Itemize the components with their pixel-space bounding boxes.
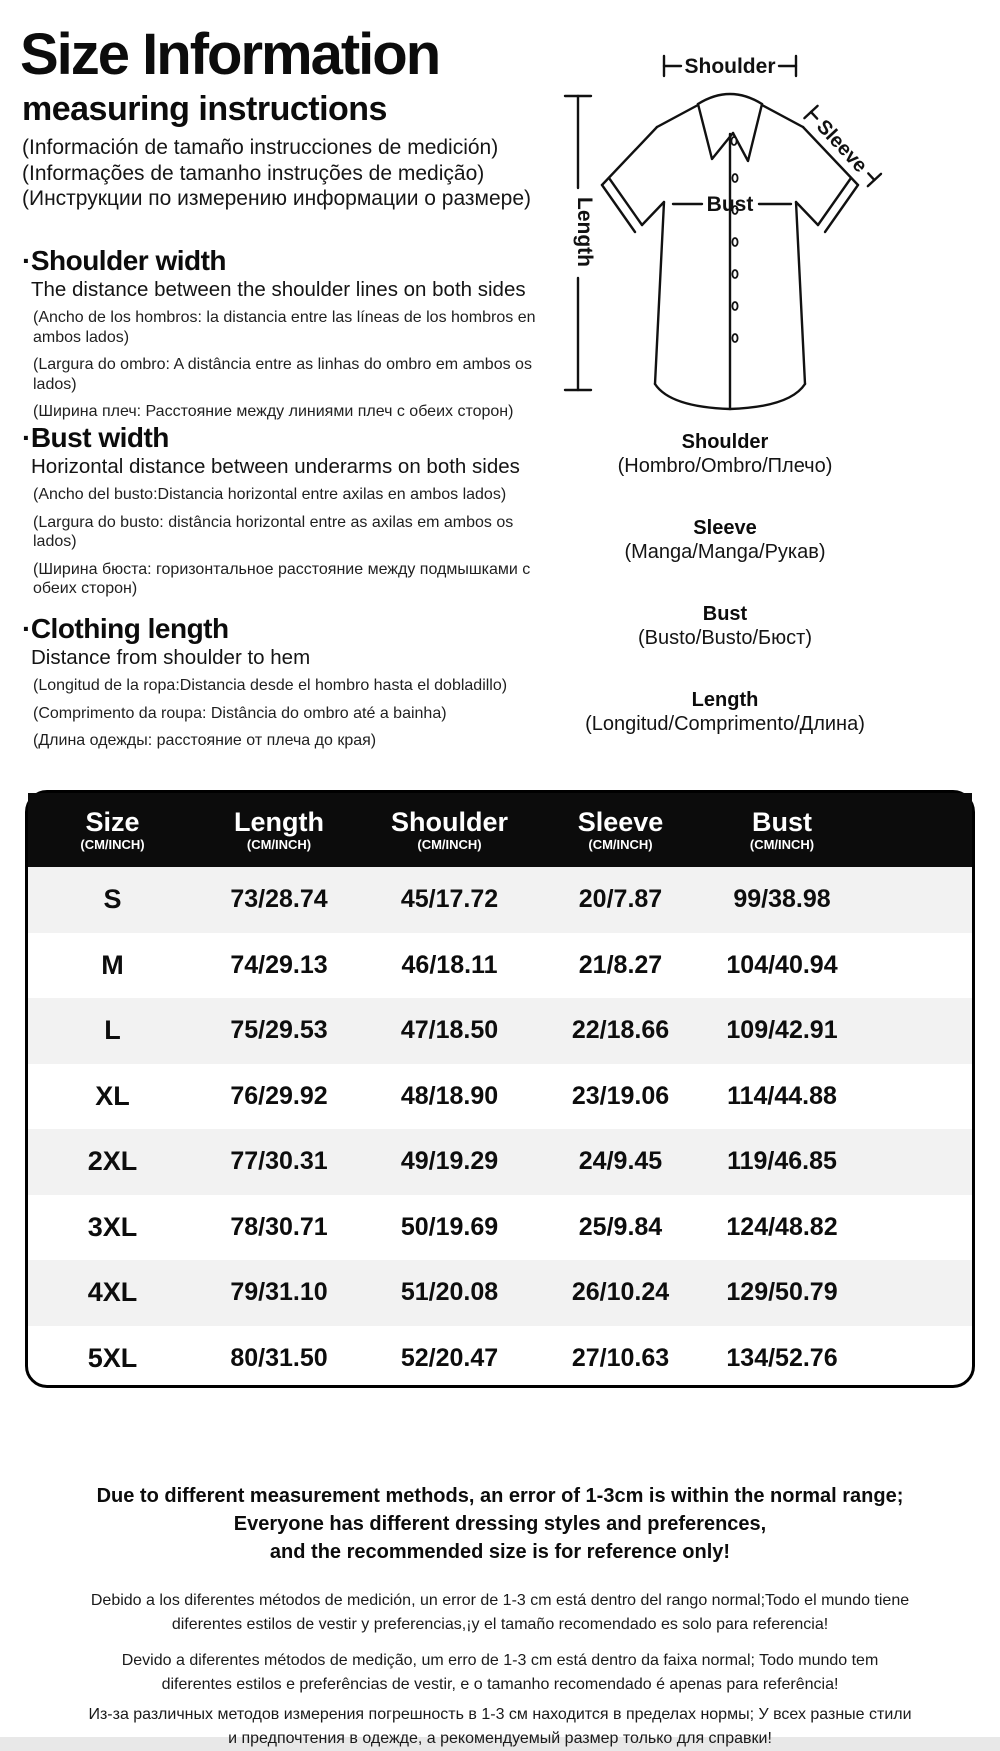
column-header-size: Size (CM/INCH) <box>80 807 145 852</box>
legend-sleeve: Sleeve <box>693 517 757 539</box>
diagram-length-label: Length <box>573 197 596 267</box>
sleeve-cell: 20/7.87 <box>578 885 663 914</box>
section-shoulder-width <box>22 244 552 430</box>
section-translation-ru: (Ширина плеч: Расстояние между линиями плеч с обеих сторон) <box>33 403 514 420</box>
bust-cell: 109/42.91 <box>726 1016 838 1045</box>
size-cell: 5XL <box>87 1342 138 1373</box>
disclaimer-es: Debido a los diferentes métodos de medición, un error de 1-3 cm está dentro del rango normal;Todo el mundo tiene diferentes estilos de vestir y preferencias,¡y el tamaño recomendado es solo para referencia! <box>90 1592 910 1633</box>
bust-cell: 134/52.76 <box>726 1343 838 1372</box>
sleeve-cell: 24/9.45 <box>578 1147 663 1176</box>
page-subtitle: measuring instructions <box>22 90 387 128</box>
disclaimer-ru: Из-за различных методов измерения погрешность в 1-3 см находится в пределах нормы; У всех разные стили и предпочтения в одежде, а рекомендуемый размер только для справки! <box>88 1706 912 1747</box>
size-table <box>25 790 975 1388</box>
size-cell: 3XL <box>87 1211 138 1242</box>
sleeve-cell: 26/10.24 <box>571 1278 670 1307</box>
sleeve-cell: 22/18.66 <box>571 1016 670 1045</box>
subtitle-translation-ru: (Инструкции по измерению информации о размере) <box>22 187 532 210</box>
table-row <box>28 1064 972 1130</box>
size-cell: 2XL <box>87 1146 138 1177</box>
column-header-shoulder: Shoulder (CM/INCH) <box>390 807 508 852</box>
length-cell: 76/29.92 <box>230 1081 328 1110</box>
column-header-sleeve: Sleeve (CM/INCH) <box>577 807 664 852</box>
shoulder-cell: 46/18.11 <box>401 950 498 979</box>
bust-cell: 99/38.98 <box>733 885 831 914</box>
page-header <box>20 22 531 212</box>
sleeve-cell: 25/9.84 <box>578 1212 663 1241</box>
table-row <box>28 867 972 933</box>
bust-cell: 119/46.85 <box>727 1147 837 1176</box>
section-translation-ru: (Ширина бюста: горизонтальное расстояние между подмышками с обеих сторон) <box>33 560 531 597</box>
section-translation-ru: (Длина одежды: расстояние от плеча до края) <box>33 732 377 749</box>
sleeve-cell: 23/19.06 <box>571 1081 670 1110</box>
shoulder-cell: 50/19.69 <box>400 1212 499 1241</box>
section-translation-pt: (Largura do busto: distância horizontal entre as axilas em ambos os lados) <box>33 513 514 550</box>
diagram-legend <box>513 430 937 774</box>
bust-cell: 129/50.79 <box>726 1278 838 1307</box>
section-translation-es: (Longitud de la ropa:Distancia desde el hombro hasta el dobladillo) <box>33 677 508 694</box>
length-cell: 78/30.71 <box>230 1212 328 1241</box>
shoulder-cell: 52/20.47 <box>400 1343 499 1372</box>
legend-bust: Bust <box>702 603 748 625</box>
bust-cell: 114/44.88 <box>727 1081 837 1110</box>
sleeve-cell: 27/10.63 <box>571 1343 670 1372</box>
shoulder-cell: 51/20.08 <box>400 1278 499 1307</box>
size-cell: 4XL <box>87 1277 138 1308</box>
legend-shoulder: Shoulder <box>681 431 769 453</box>
bust-cell: 124/48.82 <box>726 1212 838 1241</box>
section-bust-width <box>22 421 552 607</box>
length-cell: 79/31.10 <box>230 1278 328 1307</box>
page-title: Size Information <box>20 22 440 87</box>
section-heading: ·Bust width <box>22 422 169 453</box>
shirt-outline <box>602 94 858 409</box>
table-row <box>28 1326 972 1392</box>
legend-length: Length <box>691 689 759 711</box>
disclaimer-pt: Devido a diferentes métodos de medição, um erro de 1-3 cm está dentro da faixa normal; Todo mundo tem diferentes estilos e preferências de vestir, e o tamanho recomendado é apenas para referência! <box>121 1652 879 1693</box>
subtitle-translations <box>22 135 531 212</box>
table-row <box>28 1129 972 1195</box>
diagram-shoulder-label: Shoulder <box>684 55 776 78</box>
diagram-sleeve-label: Sleeve <box>811 115 872 178</box>
section-heading: ·Clothing length <box>22 613 229 644</box>
length-cell: 77/30.31 <box>230 1147 328 1176</box>
length-cell: 75/29.53 <box>230 1016 328 1045</box>
section-translation-pt: (Largura do ombro: A distância entre as linhas do ombro em ambos os lados) <box>33 356 532 393</box>
shoulder-cell: 45/17.72 <box>400 885 499 914</box>
disclaimer-en: Due to different measurement methods, an error of 1-3cm is within the normal range; Everyone has different dressing styles and preferences, and the recommended size is for reference only! <box>96 1485 904 1563</box>
size-cell: S <box>103 884 122 915</box>
section-translation-es: (Ancho de los hombros: la distancia entre las líneas de los hombros en ambos lados) <box>33 309 536 346</box>
shirt-diagram <box>545 38 965 420</box>
diagram-bust-label: Bust <box>706 193 754 216</box>
section-description: Distance from shoulder to hem <box>31 646 311 669</box>
column-header-bust: Bust (CM/INCH) <box>749 807 815 852</box>
table-row <box>28 933 972 999</box>
subtitle-translation-es: (Información de tamaño instrucciones de medición) <box>22 136 499 159</box>
size-table-header <box>28 793 972 867</box>
table-row <box>28 1195 972 1261</box>
table-row <box>28 998 972 1064</box>
size-cell: M <box>101 949 124 980</box>
section-translation-es: (Ancho del busto:Distancia horizontal entre axilas en ambos lados) <box>33 486 507 503</box>
subtitle-translation-pt: (Informações de tamanho instruções de medição) <box>22 161 485 185</box>
section-translation-pt: (Comprimento da roupa: Distância do ombro até a bainha) <box>33 704 447 722</box>
section-heading: ·Shoulder width <box>22 245 227 276</box>
length-cell: 73/28.74 <box>230 885 328 914</box>
length-cell: 80/31.50 <box>230 1343 328 1372</box>
section-clothing-length <box>22 612 552 759</box>
length-cell: 74/29.13 <box>230 950 328 979</box>
legend-shoulder-translation: (Hombro/Ombro/Плечо) <box>617 455 833 477</box>
size-cell: XL <box>95 1080 130 1111</box>
bust-cell: 104/40.94 <box>726 950 838 979</box>
shoulder-cell: 48/18.90 <box>400 1081 499 1110</box>
section-description: The distance between the shoulder lines on both sides <box>31 278 526 301</box>
sleeve-cell: 21/8.27 <box>578 950 663 979</box>
legend-sleeve-translation: (Manga/Manga/Рукав) <box>624 541 826 563</box>
section-description: Horizontal distance between underarms on both sides <box>31 455 520 478</box>
shirt-buttons <box>731 137 737 342</box>
shoulder-cell: 49/19.29 <box>400 1147 499 1176</box>
legend-length-translation: (Longitud/Comprimento/Длина) <box>585 713 865 735</box>
table-row <box>28 1260 972 1326</box>
legend-bust-translation: (Busto/Busto/Бюст) <box>637 627 812 649</box>
column-header-length: Length (CM/INCH) <box>234 807 324 852</box>
size-cell: L <box>104 1015 121 1046</box>
shoulder-cell: 47/18.50 <box>400 1016 499 1045</box>
